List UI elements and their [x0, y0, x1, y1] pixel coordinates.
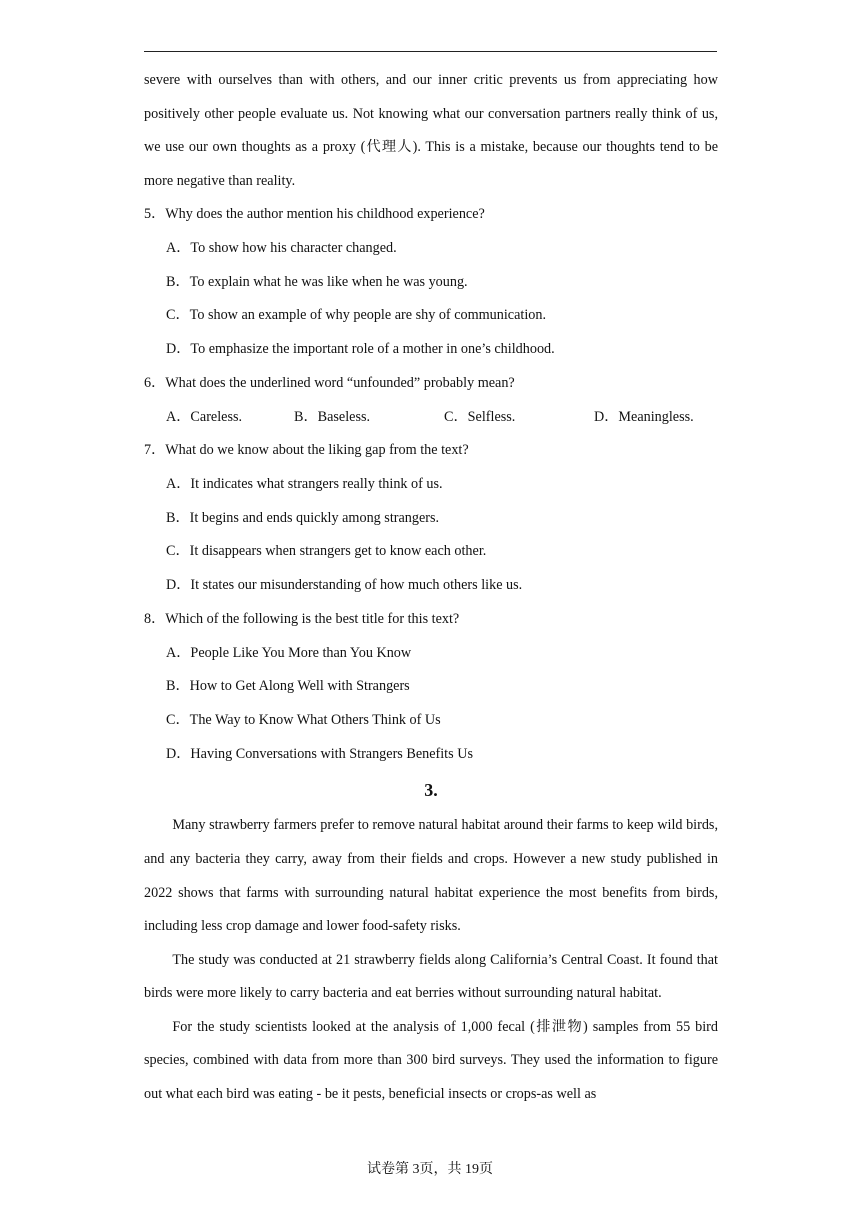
- option: B．To explain what he was like when he was young.: [166, 273, 468, 290]
- header-rule: [144, 51, 717, 52]
- option: B．How to Get Along Well with Strangers: [166, 678, 410, 695]
- question-stem: 7．What do we know about the liking gap from the text?: [144, 442, 469, 459]
- top-paragraph: severe with ourselves than with others, and our inner critic prevents us from appreciating how positively other people evaluate us. Not knowing what our conversation partners really think of us, we use our own thoughts as a proxy (代理人). This is a mistake, because our thoughts tend to be more negative than reality.: [144, 72, 718, 189]
- page-footer: 试卷第 3页，共 19页: [367, 1162, 493, 1177]
- passage-paragraph: The study was conducted at 21 strawberry fields along California’s Central Coast. It found that birds were more likely to carry bacteria and eat berries without surrounding natural habitat.: [144, 951, 718, 1002]
- option: D．To emphasize the important role of a mother in one’s childhood.: [166, 341, 555, 358]
- question-stem: 6．What does the underlined word “unfounded” probably mean?: [144, 374, 515, 391]
- option-row: [144, 401, 718, 435]
- passage-paragraph: For the study scientists looked at the analysis of 1,000 fecal (排泄物) samples from 55 bird species, combined with data from more than 300 bird surveys. They used the information to figure out what each bird was eating - be it pests, beneficial insects or crops-as well as: [144, 1018, 718, 1103]
- question-7: [144, 434, 718, 603]
- option: A．To show how his character changed.: [166, 240, 397, 257]
- option: A．People Like You More than You Know: [166, 644, 412, 661]
- option: D．Having Conversations with Strangers Benefits Us: [166, 745, 473, 762]
- question-6: [144, 367, 718, 434]
- passage-paragraph: Many strawberry farmers prefer to remove natural habitat around their farms to keep wild birds, and any bacteria they carry, away from their fields and crops. However a new study published in 2022 shows that farms with surrounding natural habitat experience the most benefits from birds, including less crop damage and lower food-safety risks.: [144, 817, 718, 935]
- question-8: [144, 603, 718, 772]
- page-content: [144, 64, 718, 1112]
- option: D．It states our misunderstanding of how much others like us.: [166, 577, 523, 594]
- option: C．The Way to Know What Others Think of Us: [166, 711, 441, 728]
- option: A．It indicates what strangers really think of us.: [166, 475, 443, 492]
- option: C．To show an example of why people are shy of communication.: [166, 307, 547, 324]
- option: A．Careless.: [166, 408, 243, 425]
- option: C．Selfless.: [444, 408, 516, 425]
- option: B．It begins and ends quickly among strangers.: [166, 509, 440, 526]
- question-5: [144, 198, 718, 367]
- option: C．It disappears when strangers get to know each other.: [166, 543, 487, 560]
- question-stem: 5．Why does the author mention his childhood experience?: [144, 206, 485, 223]
- section-heading: 3.: [424, 780, 438, 801]
- question-stem: 8．Which of the following is the best title for this text?: [144, 610, 460, 627]
- option: B．Baseless.: [294, 408, 371, 425]
- option: D．Meaningless.: [594, 408, 694, 425]
